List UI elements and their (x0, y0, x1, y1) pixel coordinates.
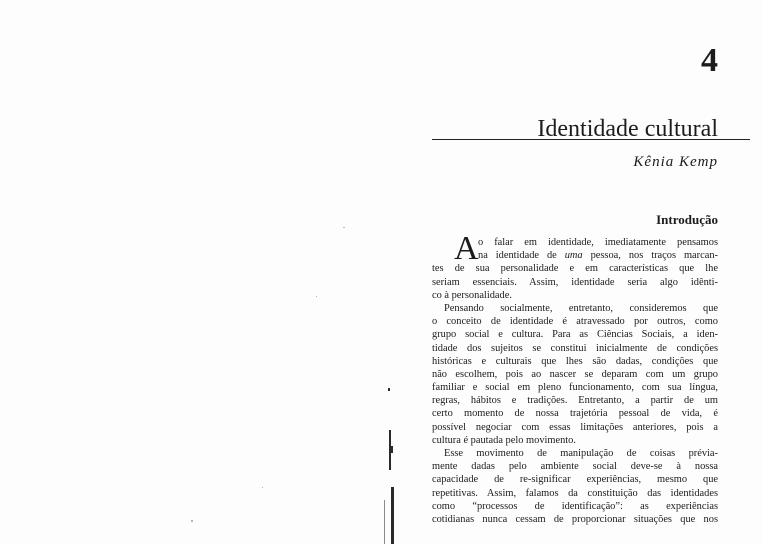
text-line: regras, hábitos e tradições. Entretanto, a partir de um (432, 395, 718, 407)
body-text (432, 230, 718, 526)
text-line: Pensando socialmente, entretanto, consideremos que (444, 302, 718, 314)
text-line: não escolhem, pois ao nascer se deparam com um grupo (432, 368, 718, 380)
text-line: históricas e culturais que lhes são dadas, condições que (432, 355, 718, 367)
chapter-number: 4 (701, 42, 718, 79)
drop-cap: A (454, 230, 479, 267)
scan-speck (316, 296, 317, 297)
scan-speck (191, 520, 193, 522)
chapter-author: Kênia Kemp (633, 154, 718, 170)
text-segment: na identidade de (478, 250, 565, 262)
text-line: capacidade de re-significar experiências, mesmo que (432, 474, 718, 486)
text-line: o conceito de identidade é atravessado por outros, como (432, 316, 718, 328)
text-segment: pessoa, nos traços marcan- (582, 250, 718, 262)
text-line: possível negociar com essas limitações anteriores, pois a (432, 421, 718, 433)
binding-shadow-mark (390, 446, 393, 453)
text-line: cotidianas nunca cessam de proporcionar situações que nos (432, 513, 718, 525)
text-line: Esse movimento de manipulação de coisas prévia- (444, 448, 718, 459)
text-line: repetitivas. Assim, falamos da constituição das identidades (432, 487, 718, 499)
chapter-title: Identidade cultural (537, 116, 718, 142)
text-line: como “processos de identificação”: as experiências (432, 500, 718, 512)
scan-speck (262, 487, 263, 488)
text-line: tidade dos sujeitos se constitui inicialmente de condições (432, 342, 718, 354)
text-line: seriam essenciais. Assim, identidade seria algo idênti- (432, 276, 718, 288)
text-line: co à personalidade. (432, 289, 512, 301)
section-heading: Introdução (656, 212, 718, 227)
text-line: grupo social e cultura. Para as Ciências Sociais, a iden- (432, 329, 718, 341)
text-line: tes de sua personalidade e em características que lhe (432, 263, 718, 275)
text-line: mente dadas pelo ambiente social deve-se à nossa (432, 461, 718, 473)
text-line: certo momento de nossa trajetória pessoal de vida, é (432, 408, 718, 420)
title-rule (432, 139, 750, 140)
emphasized-word: uma (564, 250, 583, 262)
binding-shadow-mark (384, 500, 385, 544)
text-line: o falar em identidade, imediatamente pensamos (478, 237, 718, 248)
binding-shadow-mark (391, 487, 394, 544)
scan-speck (343, 227, 345, 228)
text-line: cultura é pautada pelo movimento. (432, 434, 576, 446)
text-line: familiar e social em pleno funcionamento, com sua língua, (432, 382, 718, 394)
binding-shadow-mark (388, 388, 390, 391)
